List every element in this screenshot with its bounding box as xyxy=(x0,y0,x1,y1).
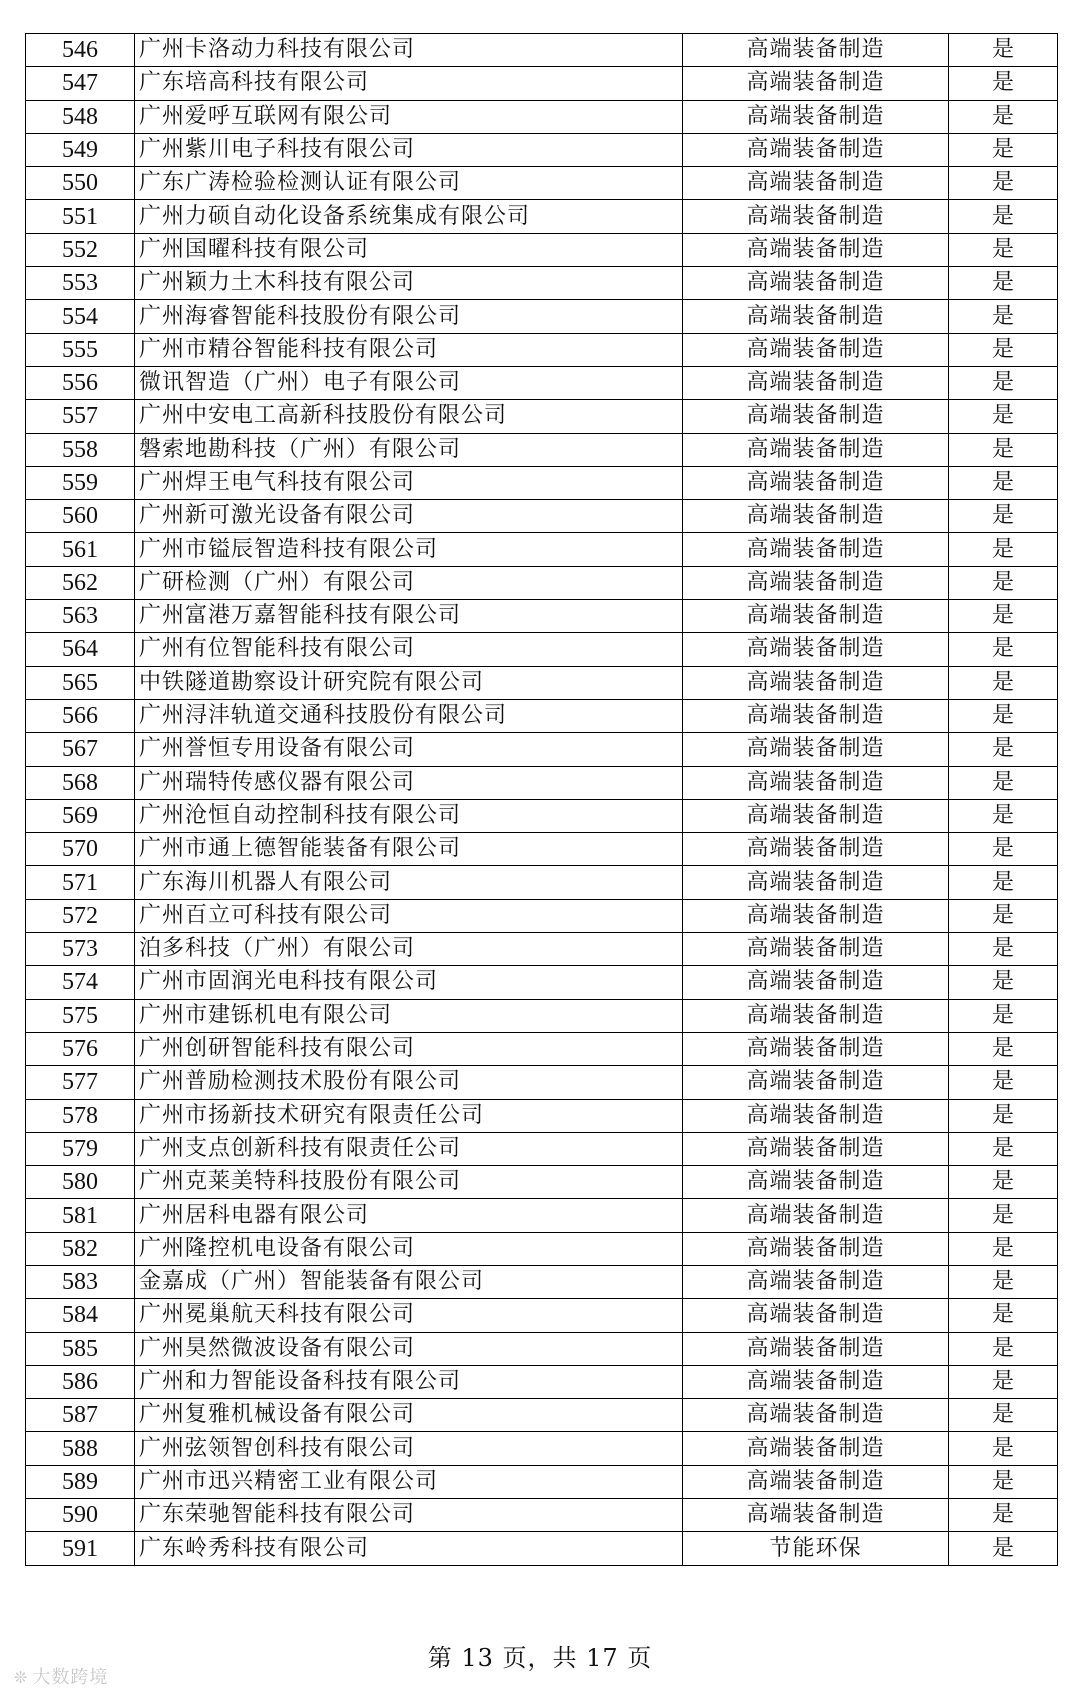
row-number: 550 xyxy=(26,167,135,200)
company-name: 广州爱呼互联网有限公司 xyxy=(135,100,683,133)
qualification-flag: 是 xyxy=(949,34,1058,67)
table-row xyxy=(26,1499,1058,1532)
industry-category: 高端装备制造 xyxy=(683,1199,949,1232)
industry-category: 高端装备制造 xyxy=(683,1032,949,1065)
company-name: 广州市扬新技术研究有限责任公司 xyxy=(135,1099,683,1132)
table-row xyxy=(26,100,1058,133)
company-name: 广州市通上德智能装备有限公司 xyxy=(135,833,683,866)
qualification-flag: 是 xyxy=(949,799,1058,832)
row-number: 565 xyxy=(26,666,135,699)
qualification-flag: 是 xyxy=(949,933,1058,966)
row-number: 552 xyxy=(26,233,135,266)
row-number: 583 xyxy=(26,1265,135,1298)
industry-category: 高端装备制造 xyxy=(683,433,949,466)
table-row xyxy=(26,1399,1058,1432)
table-row xyxy=(26,866,1058,899)
row-number: 562 xyxy=(26,566,135,599)
qualification-flag: 是 xyxy=(949,1132,1058,1165)
industry-category: 高端装备制造 xyxy=(683,1232,949,1265)
table-row xyxy=(26,1232,1058,1265)
table-row xyxy=(26,1032,1058,1065)
row-number: 558 xyxy=(26,433,135,466)
row-number: 554 xyxy=(26,300,135,333)
qualification-flag: 是 xyxy=(949,67,1058,100)
company-name: 广研检测（广州）有限公司 xyxy=(135,566,683,599)
company-name: 广州有位智能科技有限公司 xyxy=(135,633,683,666)
table-row xyxy=(26,899,1058,932)
industry-category: 高端装备制造 xyxy=(683,333,949,366)
company-table xyxy=(25,33,1058,1566)
row-number: 547 xyxy=(26,67,135,100)
table-row xyxy=(26,1099,1058,1132)
industry-category: 高端装备制造 xyxy=(683,899,949,932)
company-name: 广州国曜科技有限公司 xyxy=(135,233,683,266)
table-row xyxy=(26,466,1058,499)
qualification-flag: 是 xyxy=(949,300,1058,333)
row-number: 577 xyxy=(26,1066,135,1099)
row-number: 566 xyxy=(26,699,135,732)
company-name: 金嘉成（广州）智能装备有限公司 xyxy=(135,1265,683,1298)
table-row xyxy=(26,300,1058,333)
table-row xyxy=(26,1166,1058,1199)
table-row xyxy=(26,533,1058,566)
row-number: 555 xyxy=(26,333,135,366)
table-row xyxy=(26,267,1058,300)
qualification-flag: 是 xyxy=(949,866,1058,899)
company-name: 广州市迅兴精密工业有限公司 xyxy=(135,1465,683,1498)
qualification-flag: 是 xyxy=(949,733,1058,766)
company-name: 广州市固润光电科技有限公司 xyxy=(135,966,683,999)
table-row xyxy=(26,1432,1058,1465)
industry-category: 高端装备制造 xyxy=(683,100,949,133)
qualification-flag: 是 xyxy=(949,1532,1058,1565)
row-number: 576 xyxy=(26,1032,135,1065)
qualification-flag: 是 xyxy=(949,1332,1058,1365)
company-name: 广州昊然微波设备有限公司 xyxy=(135,1332,683,1365)
industry-category: 高端装备制造 xyxy=(683,733,949,766)
row-number: 578 xyxy=(26,1099,135,1132)
industry-category: 高端装备制造 xyxy=(683,167,949,200)
table-row xyxy=(26,500,1058,533)
row-number: 571 xyxy=(26,866,135,899)
row-number: 589 xyxy=(26,1465,135,1498)
row-number: 579 xyxy=(26,1132,135,1165)
qualification-flag: 是 xyxy=(949,1066,1058,1099)
row-number: 575 xyxy=(26,999,135,1032)
industry-category: 高端装备制造 xyxy=(683,833,949,866)
company-name: 泊多科技（广州）有限公司 xyxy=(135,933,683,966)
industry-category: 高端装备制造 xyxy=(683,366,949,399)
table-row xyxy=(26,933,1058,966)
row-number: 564 xyxy=(26,633,135,666)
row-number: 559 xyxy=(26,466,135,499)
table-row xyxy=(26,167,1058,200)
company-name: 广州瑞特传感仪器有限公司 xyxy=(135,766,683,799)
qualification-flag: 是 xyxy=(949,1032,1058,1065)
qualification-flag: 是 xyxy=(949,500,1058,533)
table-row xyxy=(26,67,1058,100)
qualification-flag: 是 xyxy=(949,100,1058,133)
qualification-flag: 是 xyxy=(949,1499,1058,1532)
company-name: 中铁隧道勘察设计研究院有限公司 xyxy=(135,666,683,699)
company-name: 广州力硕自动化设备系统集成有限公司 xyxy=(135,200,683,233)
industry-category: 高端装备制造 xyxy=(683,1132,949,1165)
qualification-flag: 是 xyxy=(949,167,1058,200)
industry-category: 高端装备制造 xyxy=(683,1265,949,1298)
company-name: 广州紫川电子科技有限公司 xyxy=(135,133,683,166)
qualification-flag: 是 xyxy=(949,600,1058,633)
table-row xyxy=(26,1532,1058,1565)
row-number: 586 xyxy=(26,1365,135,1398)
industry-category: 高端装备制造 xyxy=(683,966,949,999)
table-row xyxy=(26,1265,1058,1298)
table-row xyxy=(26,666,1058,699)
industry-category: 高端装备制造 xyxy=(683,933,949,966)
company-name: 广州普励检测技术股份有限公司 xyxy=(135,1066,683,1099)
row-number: 580 xyxy=(26,1166,135,1199)
industry-category: 高端装备制造 xyxy=(683,566,949,599)
industry-category: 高端装备制造 xyxy=(683,1499,949,1532)
company-name: 广东广涛检验检测认证有限公司 xyxy=(135,167,683,200)
industry-category: 高端装备制造 xyxy=(683,133,949,166)
company-name: 广东荣驰智能科技有限公司 xyxy=(135,1499,683,1532)
industry-category: 高端装备制造 xyxy=(683,1365,949,1398)
table-row xyxy=(26,966,1058,999)
qualification-flag: 是 xyxy=(949,1365,1058,1398)
company-name: 广州和力智能设备科技有限公司 xyxy=(135,1365,683,1398)
company-name: 广州颖力土木科技有限公司 xyxy=(135,267,683,300)
qualification-flag: 是 xyxy=(949,267,1058,300)
industry-category: 高端装备制造 xyxy=(683,600,949,633)
industry-category: 高端装备制造 xyxy=(683,500,949,533)
qualification-flag: 是 xyxy=(949,1265,1058,1298)
industry-category: 高端装备制造 xyxy=(683,1399,949,1432)
industry-category: 高端装备制造 xyxy=(683,267,949,300)
table-row xyxy=(26,1132,1058,1165)
qualification-flag: 是 xyxy=(949,966,1058,999)
row-number: 548 xyxy=(26,100,135,133)
qualification-flag: 是 xyxy=(949,400,1058,433)
table-row xyxy=(26,200,1058,233)
qualification-flag: 是 xyxy=(949,1099,1058,1132)
qualification-flag: 是 xyxy=(949,200,1058,233)
industry-category: 高端装备制造 xyxy=(683,466,949,499)
qualification-flag: 是 xyxy=(949,433,1058,466)
row-number: 569 xyxy=(26,799,135,832)
industry-category: 高端装备制造 xyxy=(683,1099,949,1132)
table-row xyxy=(26,1332,1058,1365)
row-number: 549 xyxy=(26,133,135,166)
table-row xyxy=(26,1365,1058,1398)
company-table-body xyxy=(26,34,1058,1566)
industry-category: 高端装备制造 xyxy=(683,200,949,233)
industry-category: 高端装备制造 xyxy=(683,766,949,799)
company-name: 广州居科电器有限公司 xyxy=(135,1199,683,1232)
company-name: 广州隆控机电设备有限公司 xyxy=(135,1232,683,1265)
row-number: 588 xyxy=(26,1432,135,1465)
qualification-flag: 是 xyxy=(949,533,1058,566)
row-number: 591 xyxy=(26,1532,135,1565)
company-name: 微讯智造（广州）电子有限公司 xyxy=(135,366,683,399)
qualification-flag: 是 xyxy=(949,233,1058,266)
industry-category: 高端装备制造 xyxy=(683,1166,949,1199)
table-row xyxy=(26,400,1058,433)
company-name: 广州沧恒自动控制科技有限公司 xyxy=(135,799,683,832)
table-row xyxy=(26,133,1058,166)
industry-category: 高端装备制造 xyxy=(683,866,949,899)
qualification-flag: 是 xyxy=(949,1232,1058,1265)
qualification-flag: 是 xyxy=(949,1399,1058,1432)
industry-category: 高端装备制造 xyxy=(683,1299,949,1332)
table-row xyxy=(26,633,1058,666)
qualification-flag: 是 xyxy=(949,333,1058,366)
qualification-flag: 是 xyxy=(949,1432,1058,1465)
company-name: 广州海睿智能科技股份有限公司 xyxy=(135,300,683,333)
qualification-flag: 是 xyxy=(949,699,1058,732)
row-number: 573 xyxy=(26,933,135,966)
qualification-flag: 是 xyxy=(949,666,1058,699)
row-number: 574 xyxy=(26,966,135,999)
company-name: 广东培高科技有限公司 xyxy=(135,67,683,100)
industry-category: 高端装备制造 xyxy=(683,1465,949,1498)
row-number: 582 xyxy=(26,1232,135,1265)
table-row xyxy=(26,766,1058,799)
industry-category: 节能环保 xyxy=(683,1532,949,1565)
row-number: 572 xyxy=(26,899,135,932)
watermark xyxy=(14,1663,108,1689)
qualification-flag: 是 xyxy=(949,466,1058,499)
watermark-text: 大数跨境 xyxy=(32,1667,109,1688)
company-name: 广州弦领智创科技有限公司 xyxy=(135,1432,683,1465)
industry-category: 高端装备制造 xyxy=(683,67,949,100)
company-name: 广州市镒辰智造科技有限公司 xyxy=(135,533,683,566)
qualification-flag: 是 xyxy=(949,1199,1058,1232)
company-name: 广州复雅机械设备有限公司 xyxy=(135,1399,683,1432)
industry-category: 高端装备制造 xyxy=(683,1432,949,1465)
table-row xyxy=(26,34,1058,67)
row-number: 563 xyxy=(26,600,135,633)
industry-category: 高端装备制造 xyxy=(683,666,949,699)
industry-category: 高端装备制造 xyxy=(683,233,949,266)
industry-category: 高端装备制造 xyxy=(683,1332,949,1365)
company-name: 广州百立可科技有限公司 xyxy=(135,899,683,932)
table-row xyxy=(26,233,1058,266)
table-row xyxy=(26,1199,1058,1232)
row-number: 553 xyxy=(26,267,135,300)
table-row xyxy=(26,1299,1058,1332)
company-name: 广州支点创新科技有限责任公司 xyxy=(135,1132,683,1165)
qualification-flag: 是 xyxy=(949,999,1058,1032)
industry-category: 高端装备制造 xyxy=(683,999,949,1032)
row-number: 561 xyxy=(26,533,135,566)
row-number: 581 xyxy=(26,1199,135,1232)
company-name: 广州新可激光设备有限公司 xyxy=(135,500,683,533)
qualification-flag: 是 xyxy=(949,899,1058,932)
industry-category: 高端装备制造 xyxy=(683,1066,949,1099)
table-row xyxy=(26,699,1058,732)
qualification-flag: 是 xyxy=(949,766,1058,799)
row-number: 568 xyxy=(26,766,135,799)
industry-category: 高端装备制造 xyxy=(683,633,949,666)
company-name: 广州誉恒专用设备有限公司 xyxy=(135,733,683,766)
table-row xyxy=(26,566,1058,599)
company-name: 广州冕巢航天科技有限公司 xyxy=(135,1299,683,1332)
row-number: 587 xyxy=(26,1399,135,1432)
row-number: 560 xyxy=(26,500,135,533)
industry-category: 高端装备制造 xyxy=(683,699,949,732)
industry-category: 高端装备制造 xyxy=(683,400,949,433)
row-number: 584 xyxy=(26,1299,135,1332)
row-number: 567 xyxy=(26,733,135,766)
row-number: 585 xyxy=(26,1332,135,1365)
qualification-flag: 是 xyxy=(949,1299,1058,1332)
table-row xyxy=(26,600,1058,633)
row-number: 556 xyxy=(26,366,135,399)
industry-category: 高端装备制造 xyxy=(683,533,949,566)
qualification-flag: 是 xyxy=(949,366,1058,399)
table-row xyxy=(26,1066,1058,1099)
table-row xyxy=(26,1465,1058,1498)
company-name: 广东岭秀科技有限公司 xyxy=(135,1532,683,1565)
industry-category: 高端装备制造 xyxy=(683,799,949,832)
qualification-flag: 是 xyxy=(949,1166,1058,1199)
company-name: 广州市建铄机电有限公司 xyxy=(135,999,683,1032)
qualification-flag: 是 xyxy=(949,633,1058,666)
row-number: 546 xyxy=(26,34,135,67)
qualification-flag: 是 xyxy=(949,833,1058,866)
table-row xyxy=(26,733,1058,766)
table-row xyxy=(26,333,1058,366)
qualification-flag: 是 xyxy=(949,1465,1058,1498)
industry-category: 高端装备制造 xyxy=(683,34,949,67)
company-name: 广州浔沣轨道交通科技股份有限公司 xyxy=(135,699,683,732)
table-row xyxy=(26,433,1058,466)
industry-category: 高端装备制造 xyxy=(683,300,949,333)
company-name: 广州中安电工高新科技股份有限公司 xyxy=(135,400,683,433)
watermark-logo-icon: ❊ xyxy=(14,1668,29,1687)
row-number: 551 xyxy=(26,200,135,233)
company-name: 广州富港万嘉智能科技有限公司 xyxy=(135,600,683,633)
page-footer: 第 13 页，共 17 页 xyxy=(427,1644,653,1672)
table-row xyxy=(26,799,1058,832)
table-row xyxy=(26,833,1058,866)
row-number: 590 xyxy=(26,1499,135,1532)
row-number: 570 xyxy=(26,833,135,866)
row-number: 557 xyxy=(26,400,135,433)
company-name: 磐索地勘科技（广州）有限公司 xyxy=(135,433,683,466)
company-name: 广州焊王电气科技有限公司 xyxy=(135,466,683,499)
qualification-flag: 是 xyxy=(949,566,1058,599)
company-name: 广东海川机器人有限公司 xyxy=(135,866,683,899)
company-name: 广州市精谷智能科技有限公司 xyxy=(135,333,683,366)
company-name: 广州卡洛动力科技有限公司 xyxy=(135,34,683,67)
company-name: 广州创研智能科技有限公司 xyxy=(135,1032,683,1065)
table-row xyxy=(26,366,1058,399)
table-row xyxy=(26,999,1058,1032)
qualification-flag: 是 xyxy=(949,133,1058,166)
company-name: 广州克莱美特科技股份有限公司 xyxy=(135,1166,683,1199)
